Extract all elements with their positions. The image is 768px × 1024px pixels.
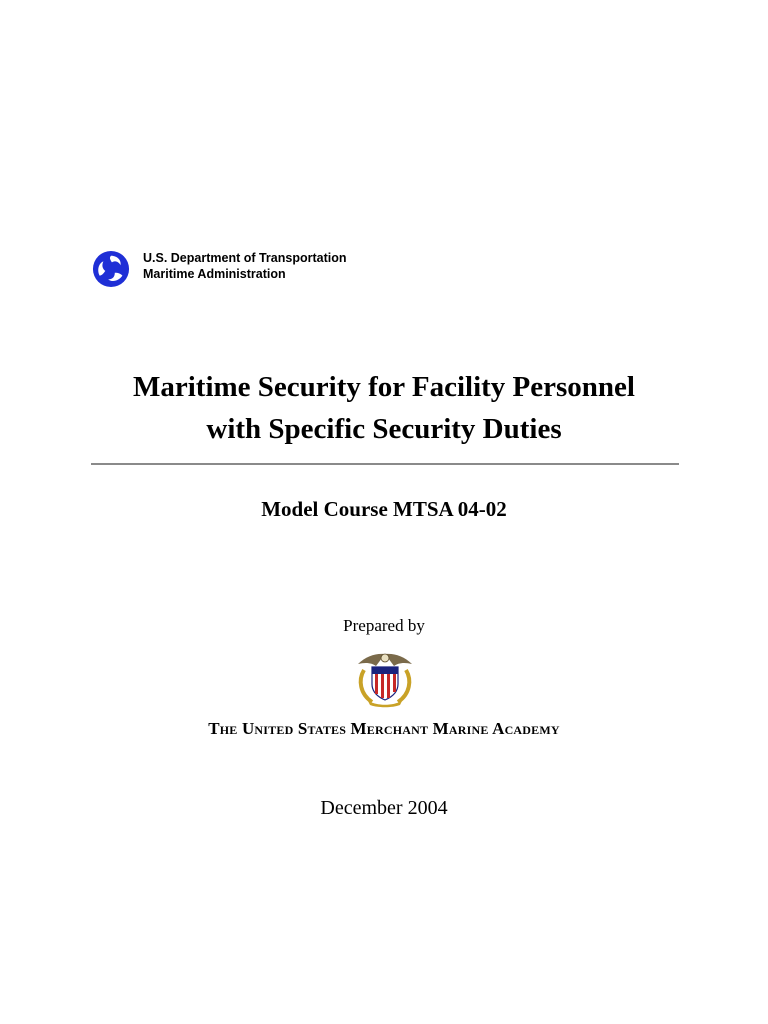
title-divider bbox=[91, 463, 679, 465]
publication-date: December 2004 bbox=[320, 797, 448, 819]
title-line-1: Maritime Security for Facility Personnel bbox=[133, 371, 635, 403]
agency-line-administration: Maritime Administration bbox=[143, 267, 286, 281]
dot-triskelion-icon bbox=[92, 250, 130, 288]
academy-name: The United States Merchant Marine Academy bbox=[208, 719, 560, 738]
prepared-by-label: Prepared by bbox=[343, 616, 425, 635]
title-line-2: with Specific Security Duties bbox=[206, 413, 562, 445]
course-number: Model Course MTSA 04-02 bbox=[261, 497, 507, 521]
agency-line-department: U.S. Department of Transportation bbox=[143, 251, 347, 265]
document-title bbox=[0, 366, 768, 450]
usmma-seal-icon bbox=[352, 650, 418, 708]
agency-header bbox=[92, 250, 347, 288]
agency-name bbox=[143, 250, 347, 282]
